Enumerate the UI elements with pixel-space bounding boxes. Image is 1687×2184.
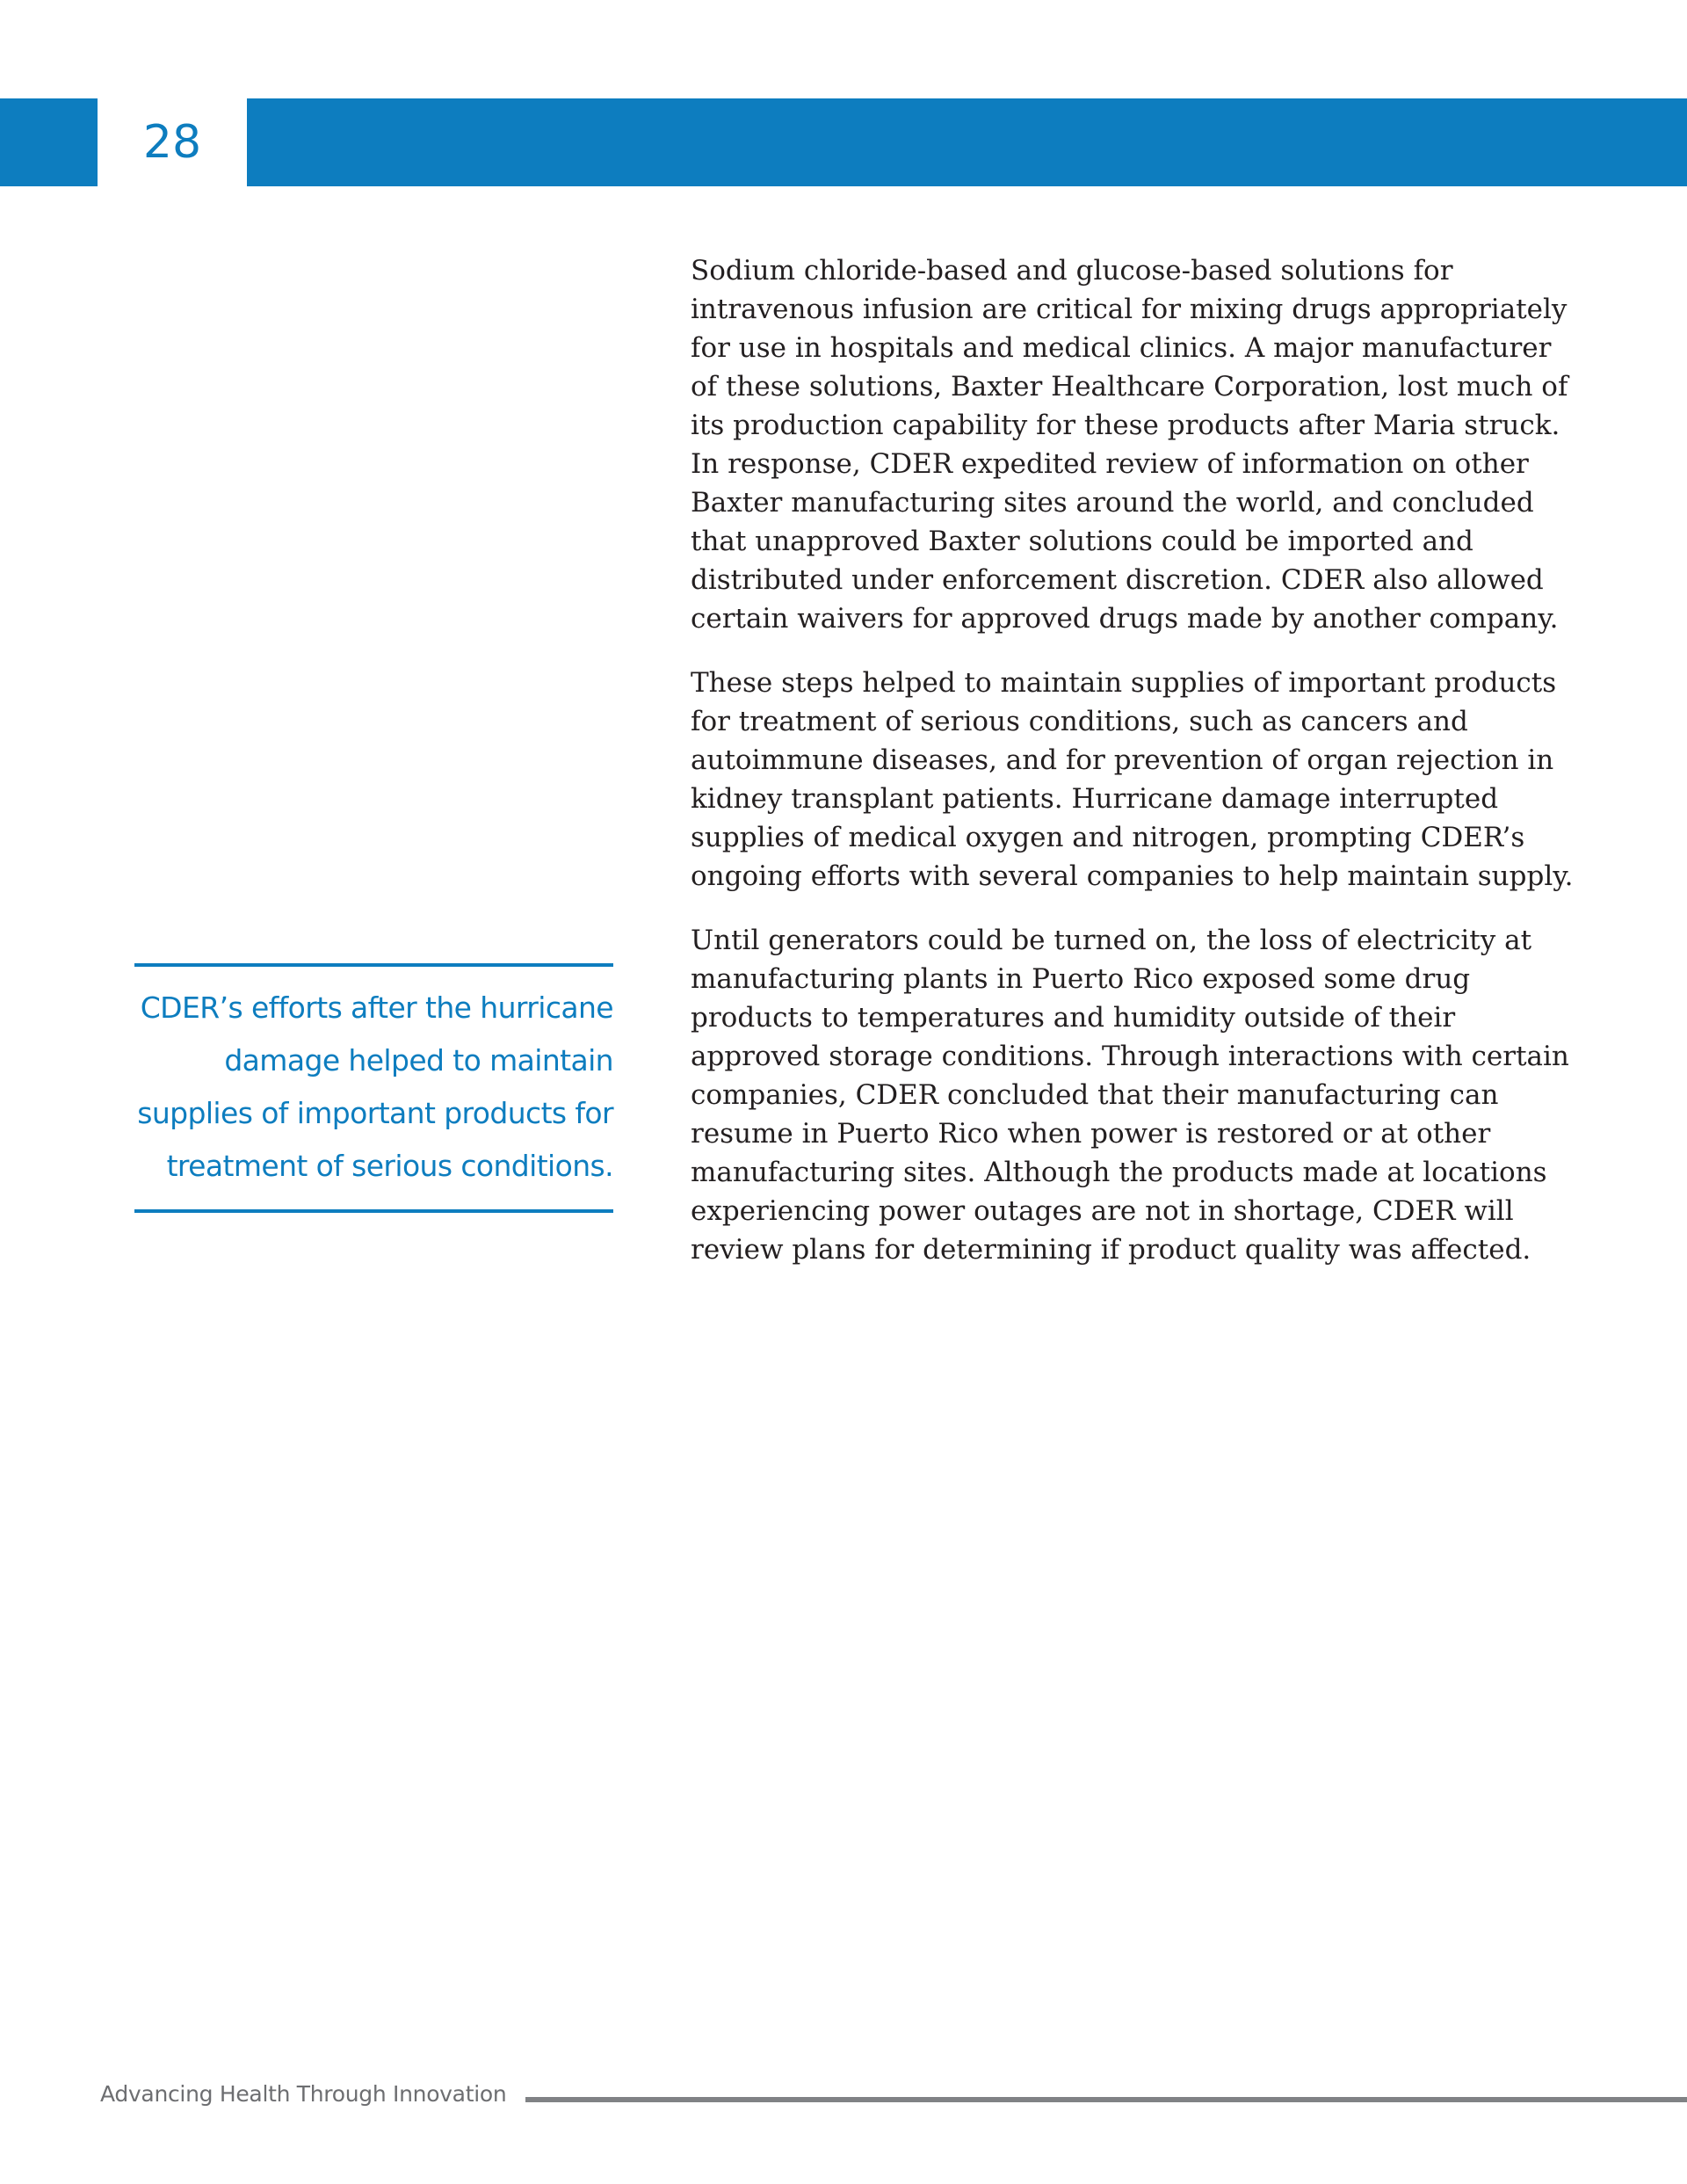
body-paragraph-1: Sodium chloride-based and glucose-based solutions for intravenous infusion are critical for mixing drugs appropriately for use in hospitals and medical clinics. A major manufacturer of these solutions, Baxter Healthcare Corporation, lost much of its production capability for these products after Maria struck. In response, CDER expedited review of information on other Baxter manufacturing sites around the world, and concluded that unapproved Baxter solutions could be imported and distributed under enforcement discretion. CDER also allowed certain waivers for approved drugs made by another company. [691, 255, 1568, 635]
footer-title: Advancing Health Through Innovation [100, 2081, 507, 2107]
header-band-right [247, 98, 1687, 186]
body-text-column [691, 251, 1578, 1295]
page-number: 28 [142, 116, 202, 169]
pullquote: CDER’s efforts after the hurricane damage helped to maintain supplies of important products for treatment of serious conditions. [137, 990, 613, 1183]
body-paragraph-2: These steps helped to maintain supplies of important products for treatment of serious conditions, such as cancers and autoimmune diseases, and for prevention of organ rejection in kidney transplant patients. Hurricane damage interrupted supplies of medical oxygen and nitrogen, prompting CDER’s ongoing efforts with several companies to help maintain supply. [691, 667, 1574, 892]
pullquote-rule-bottom [134, 1209, 613, 1213]
body-paragraph-3: Until generators could be turned on, the loss of electricity at manufacturing plants in Puerto Rico exposed some drug products to temperatures and humidity outside of their approved storage conditions. Through interactions with certain companies, CDER concluded that their manufacturing can resume in Puerto Rico when power is restored or at other manufacturing sites. Although the products made at locations experiencing power outages are not in shortage, CDER will review plans for determining if product quality was affected. [691, 925, 1569, 1266]
pullquote-rule-top [134, 963, 613, 967]
footer-rule [525, 2097, 1687, 2102]
header-band-left [0, 98, 98, 186]
